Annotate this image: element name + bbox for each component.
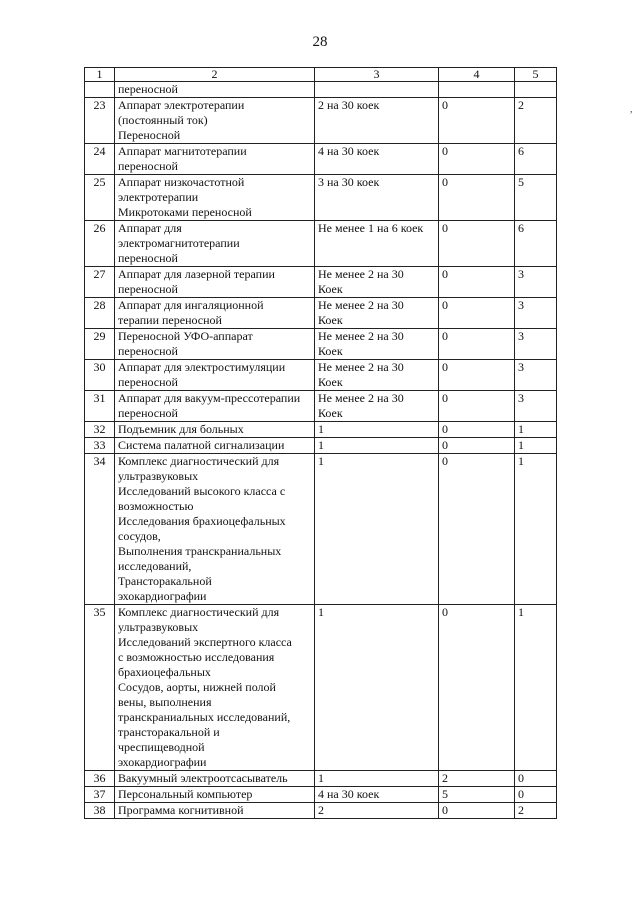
row-number: 35	[85, 605, 115, 771]
equipment-quantity: 1	[315, 771, 439, 787]
equipment-table	[84, 67, 557, 819]
header-row	[85, 68, 557, 82]
row-number: 32	[85, 422, 115, 438]
equipment-name: Комплекс диагностический для ультразвуковых Исследований экспертного класса с возможностью исследования брахиоцефальных Сосудов, аорты, нижней полой вены, выполнения транскраниальных исследований, трансторакальной и чреспищеводной эхокардиографии	[115, 605, 315, 771]
table-row	[85, 221, 557, 267]
equipment-quantity: Не менее 1 на 6 коек	[315, 221, 439, 267]
row-number: 37	[85, 787, 115, 803]
equipment-quantity: 1	[315, 605, 439, 771]
table-row	[85, 803, 557, 819]
col4-value: 0	[439, 329, 515, 360]
col5-value: 5	[515, 175, 557, 221]
equipment-quantity: 1	[315, 438, 439, 454]
col-header-col4: 4	[439, 68, 515, 82]
table-row	[85, 605, 557, 771]
equipment-name: Переносной УФО-аппарат переносной	[115, 329, 315, 360]
col5-value: 2	[515, 98, 557, 144]
equipment-quantity: Не менее 2 на 30 Коек	[315, 360, 439, 391]
table-row	[85, 144, 557, 175]
continuation-text: переносной	[115, 82, 315, 98]
col5-value: 0	[515, 771, 557, 787]
equipment-name: Комплекс диагностический для ультразвуковых Исследований высокого класса с возможностью Исследования брахиоцефальных сосудов, Выполнения транскраниальных исследований, Трансторакальной эхокардиографии	[115, 454, 315, 605]
table-row	[85, 422, 557, 438]
continuation-row	[85, 82, 557, 98]
equipment-name: Аппарат магнитотерапии переносной	[115, 144, 315, 175]
table-row	[85, 438, 557, 454]
table-row	[85, 329, 557, 360]
row-number: 33	[85, 438, 115, 454]
equipment-name: Вакуумный электроотсасыватель	[115, 771, 315, 787]
equipment-name: Аппарат для вакуум-прессотерапии переносной	[115, 391, 315, 422]
col5-value: 3	[515, 267, 557, 298]
col5-value: 1	[515, 605, 557, 771]
row-number: 36	[85, 771, 115, 787]
equipment-quantity: Не менее 2 на 30 Коек	[315, 298, 439, 329]
equipment-name: Аппарат для лазерной терапии переносной	[115, 267, 315, 298]
col4-value: 0	[439, 221, 515, 267]
row-number: 25	[85, 175, 115, 221]
col4-value: 0	[439, 175, 515, 221]
col4-value: 0	[439, 803, 515, 819]
equipment-quantity: 1	[315, 454, 439, 605]
row-number: 24	[85, 144, 115, 175]
col5-value: 1	[515, 422, 557, 438]
col5-value: 0	[515, 787, 557, 803]
equipment-name: Аппарат низкочастотной электротерапии Микротоками переносной	[115, 175, 315, 221]
table-row	[85, 98, 557, 144]
col4-value: 0	[439, 391, 515, 422]
col-header-quantity: 3	[315, 68, 439, 82]
table-row	[85, 454, 557, 605]
table-row	[85, 771, 557, 787]
equipment-name: Аппарат для ингаляционной терапии переносной	[115, 298, 315, 329]
equipment-name: Аппарат для электростимуляции переносной	[115, 360, 315, 391]
col5-value: 6	[515, 221, 557, 267]
col-header-col5: 5	[515, 68, 557, 82]
row-number: 29	[85, 329, 115, 360]
col5-value: 2	[515, 803, 557, 819]
row-number: 31	[85, 391, 115, 422]
equipment-name: Подъемник для больных	[115, 422, 315, 438]
margin-mark: ,	[630, 104, 633, 115]
equipment-quantity: 2	[315, 803, 439, 819]
col4-value: 0	[439, 605, 515, 771]
equipment-quantity: 3 на 30 коек	[315, 175, 439, 221]
equipment-quantity: Не менее 2 на 30 Коек	[315, 267, 439, 298]
col4-value: 0	[439, 422, 515, 438]
col4-value: 0	[439, 438, 515, 454]
col4-value: 0	[439, 144, 515, 175]
col-header-name: 2	[115, 68, 315, 82]
equipment-quantity: Не менее 2 на 30 Коек	[315, 391, 439, 422]
col5-value: 6	[515, 144, 557, 175]
equipment-quantity: Не менее 2 на 30 Коек	[315, 329, 439, 360]
col5-value: 3	[515, 391, 557, 422]
row-number: 28	[85, 298, 115, 329]
col4-value: 0	[439, 298, 515, 329]
table-row	[85, 175, 557, 221]
row-number: 34	[85, 454, 115, 605]
row-number: 38	[85, 803, 115, 819]
table-row	[85, 391, 557, 422]
col4-value: 2	[439, 771, 515, 787]
equipment-name: Программа когнитивной	[115, 803, 315, 819]
table-row	[85, 360, 557, 391]
table-row	[85, 267, 557, 298]
col-header-number: 1	[85, 68, 115, 82]
equipment-quantity: 4 на 30 коек	[315, 787, 439, 803]
equipment-quantity: 4 на 30 коек	[315, 144, 439, 175]
table-row	[85, 787, 557, 803]
table-row	[85, 298, 557, 329]
col5-value: 3	[515, 329, 557, 360]
col5-value: 3	[515, 298, 557, 329]
col4-value: 0	[439, 98, 515, 144]
row-number: 23	[85, 98, 115, 144]
page-number: 28	[312, 34, 328, 50]
row-number: 30	[85, 360, 115, 391]
col5-value: 3	[515, 360, 557, 391]
row-number: 26	[85, 221, 115, 267]
equipment-name: Система палатной сигнализации	[115, 438, 315, 454]
equipment-name: Аппарат для электромагнитотерапии переносной	[115, 221, 315, 267]
col5-value: 1	[515, 454, 557, 605]
col4-value: 0	[439, 454, 515, 605]
equipment-quantity: 1	[315, 422, 439, 438]
row-number: 27	[85, 267, 115, 298]
equipment-name: Персональный компьютер	[115, 787, 315, 803]
col4-value: 0	[439, 360, 515, 391]
col5-value: 1	[515, 438, 557, 454]
equipment-quantity: 2 на 30 коек	[315, 98, 439, 144]
equipment-name: Аппарат электротерапии (постоянный ток) Переносной	[115, 98, 315, 144]
col4-value: 0	[439, 267, 515, 298]
col4-value: 5	[439, 787, 515, 803]
